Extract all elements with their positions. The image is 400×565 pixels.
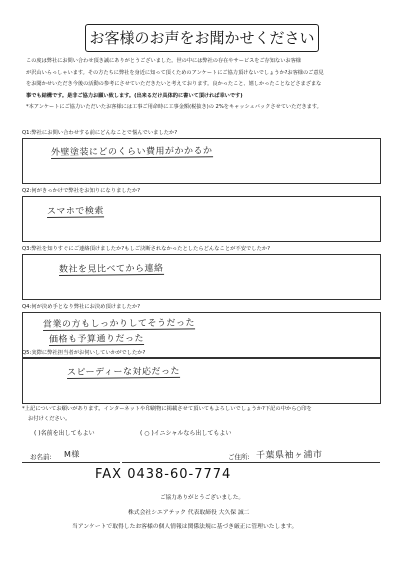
page-title: お客様のお声をお聞かせください (85, 24, 319, 52)
handwritten-answer: 価格も予算通りだった (49, 331, 144, 346)
handwritten-answer: スマホで検索 (47, 203, 104, 218)
answer-box (22, 254, 381, 300)
intro-line: が沢山いらっしゃいます。その方たちに弊社を身近に知って頂くためのアンケートにご協力頂けないでしょうか?お客様のご意見 (26, 69, 324, 76)
question-label: Q4:何が決め手となり弊社にお決め頂けましたか? (22, 304, 141, 310)
address-value: 千葉県袖ヶ浦市 (255, 450, 323, 461)
fax-number: FAX 0438-60-7774 (95, 467, 232, 482)
question-label: Q1:弊社にお問い合わせする前にどんなことで悩んでいましたか? (22, 130, 178, 136)
consent-question: お付けください。 (28, 416, 71, 422)
privacy-note: 当アンケートで取得したお客様の個人情報は関係法規に基づき厳正に管理いたします。 (72, 524, 298, 530)
intro-line: 事でも結構です。是非ご協力お願い致します。(出来るだけ具体的に書いて頂ければ幸いです) (26, 92, 243, 99)
name-label: お名前: (30, 453, 52, 461)
name-underline (22, 462, 120, 463)
answer-box (22, 358, 381, 404)
intro-note: *本アンケートにご協力いただいたお客様には工事ご用命時に工事金額(税抜き)の 2%をキャッシュバックさせていただきます。 (26, 104, 322, 111)
handwritten-answer: 外壁塗装にどのくらい費用がかかるか (51, 143, 213, 159)
address-label: ご住所: (228, 453, 250, 461)
address-underline (122, 462, 380, 463)
name-value: M様 (63, 449, 80, 459)
intro-line: この度は弊社にお問い合わせ頂き誠にありがとうございました。世の中には弊社の存在やサービスをご存知ないお客様 (26, 58, 301, 64)
question-label: Q5:実際に弊社担当者がお伺いしていかがでしたか? (22, 350, 146, 356)
intro-text (26, 56, 382, 114)
handwritten-answer: 数社を見比べてから連絡 (59, 261, 164, 276)
answer-box (22, 138, 381, 184)
consent-question: *上記についてお願いがあります。インターネットや印刷物に掲載させて頂いてもよろしいでしょうか?下記の中から○印を (22, 406, 312, 412)
consent-option-name: ( )名前を出してもよい (34, 430, 95, 437)
handwritten-answer: 営業の方もしっかりしてそうだった (43, 315, 195, 331)
question-label: Q2:何がきっかけで弊社をお知りになりましたか? (22, 188, 141, 194)
thanks-text: ご協力ありがとうございました。 (160, 495, 244, 501)
company-name: 株式会社シエアテック 代表取締役 大久保 誠二 (128, 510, 250, 516)
question-label: Q3:弊社を知りすぐにご連絡頂けましたか?もしご決断されなかったとしたらどんなことが不安でしたか? (22, 246, 271, 252)
consent-option-initial: ( ○ )イニシャルなら出してもよい (140, 430, 232, 437)
handwritten-answer: スピーディーな対応だった (67, 364, 180, 379)
answer-box (22, 196, 381, 242)
intro-line: をお聞かせいただき今後の活動の参考にさせていただきたいと考えております。良かったこと、嬉しかったことなどさまざまな (26, 81, 322, 88)
